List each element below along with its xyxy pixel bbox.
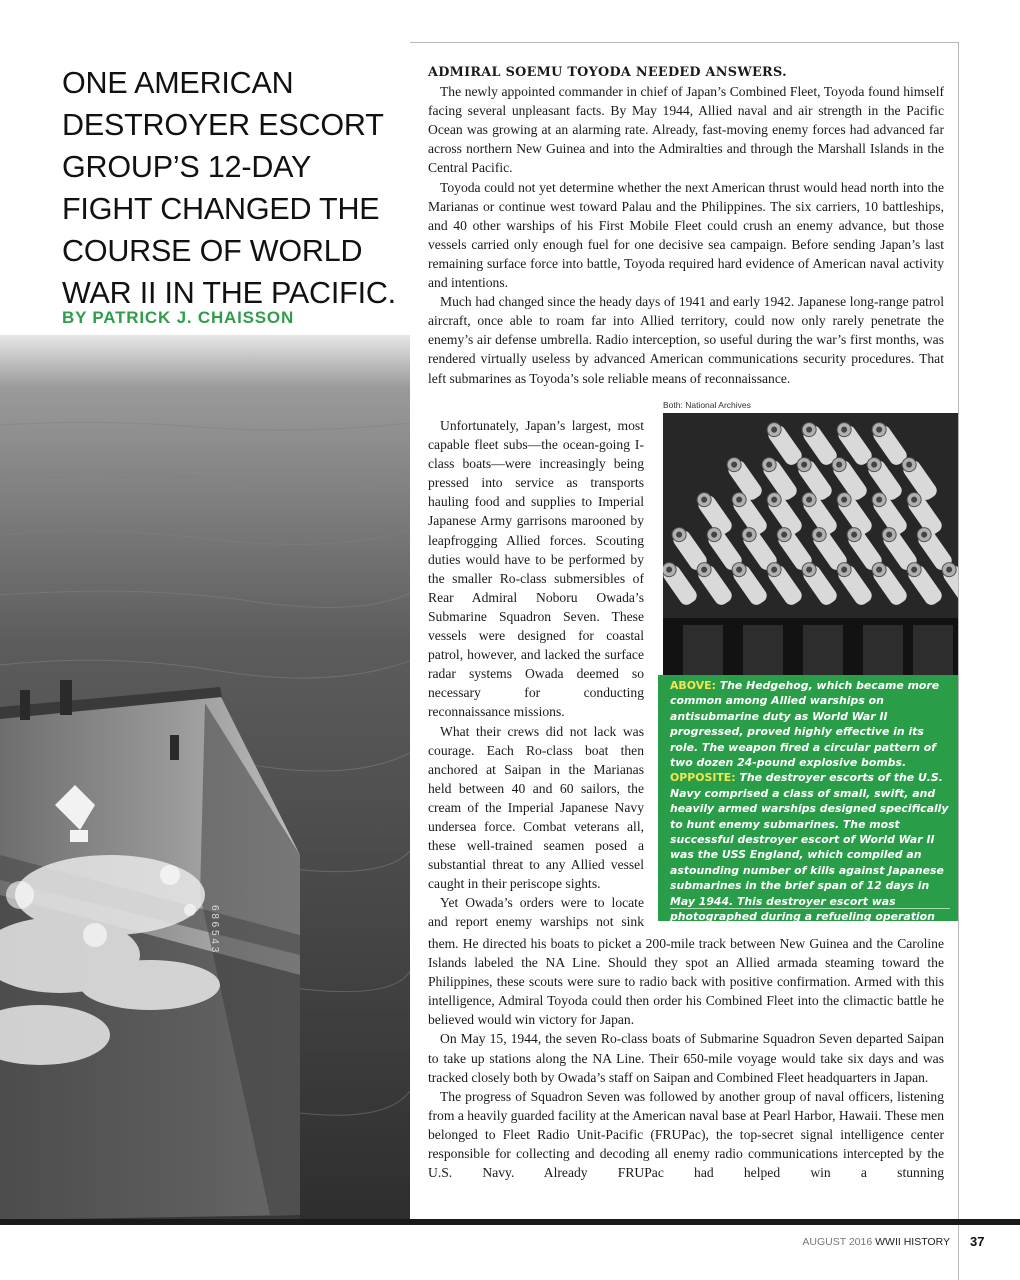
paragraph-1: The newly appointed commander in chief of Japan’s Combined Fleet, Toyoda found himself facing several unpleasant facts. By May 1944, Allied naval and air strength in the Pacific Ocean was growing at an alarming rate. Already, fast-moving enemy forces had advanced far across northern New Guinea and into the Admiralties and through the Marshall Islands in the Central Pacific.	[428, 84, 944, 176]
issue-date: AUGUST 2016	[802, 1236, 873, 1248]
caption-ship-name: England,	[749, 848, 804, 862]
right-rule	[958, 42, 959, 1280]
footer-rule	[0, 1219, 1020, 1225]
paragraph-8: The progress of Squadron Seven was followed by another group of naval officers, listening from a heavily guarded facility at the American naval base at Pearl Harbor, Hawaii. These men belonged to Fleet Radio Unit-Pacific (FRUPac), the top-secret signal intelligence center responsible for collecting and decoding all enemy radio communications intercepted by the U.S. Navy. Already FRUPac had helped win a stunning	[428, 1088, 944, 1181]
article-body-narrow	[428, 416, 644, 932]
paragraph-3: Much had changed since the heady days of 1941 and early 1942. Japanese long-range patrol aircraft, once able to roam far into Allied territory, could now only rarely penetrate the enemy’s air defense umbrella. Radio interception, so useful during the war’s first months, was rendered virtually useless by advanced American communications security procedures. That left submarines as Toyoda’s sole reliable means of reconnaissance.	[428, 294, 944, 386]
paragraph-6b: them. He directed his boats to picket a 200-mile track between New Guinea and the Caroline Islands labeled the NA Line. Should they spot an Allied armada steaming toward the Philippines, these scouts were sure to radio back with positive confirmation. Armed with this intelligence, Admiral Toyoda could then order his Combined Fleet into the climactic battle he believed would win victory for Japan.	[428, 936, 944, 1028]
paragraph-6a: Yet Owada’s orders were to locate and report enemy warships not sink	[428, 895, 644, 930]
folio	[802, 1236, 950, 1248]
caption-above-label: ABOVE:	[670, 679, 716, 692]
hedgehog-photo	[663, 413, 958, 675]
byline: BY PATRICK J. CHAISSON	[62, 308, 295, 327]
paragraph-7: On May 15, 1944, the seven Ro-class boats of Submarine Squadron Seven departed Saipan to take up stations along the NA Line. Their 650-mile voyage would take six days and was tracked closely both by Owada’s staff on Saipan and Combined Fleet headquarters in Japan.	[428, 1031, 944, 1085]
lead-in: ADMIRAL SOEMU TOYODA NEEDED ANSWERS.	[428, 65, 787, 80]
paragraph-4: Unfortunately, Japan’s largest, most capable fleet subs—the ocean-going I-class boats—were increasingly being pressed into service as transports hauling food and supplies to Imperial Japanese Army garrisons marooned by leapfrogging Allied forces. Scouting duties would have to be performed by the smaller Ro-class submersibles of Rear Admiral Noboru Owada’s Submarine Squadron Seven. These vessels were designed for coastal patrol, however, and lacked the surface radar systems Owada deemed so necessary for conducting reconnaissance missions.	[428, 418, 644, 720]
article-headline: ONE AMERICAN DESTROYER ESCORT GROUP’S 12-DAY FIGHT CHANGED THE COURSE OF WORLD WAR II IN THE PACIFIC.	[62, 66, 396, 310]
hull-number: 6 8 6 5 4 3	[209, 905, 220, 953]
caption-opposite-text-2: which compiled an astounding number of kills against Japanese submarines in the brief span of 12 days in May 1944. This destroyer escort was photographed during a refueling operation in August 1944.	[670, 848, 944, 939]
magazine-name: WWII HISTORY	[875, 1236, 950, 1248]
caption-opposite-text-1: The destroyer escorts of the U.S. Navy comprised a class of small, swift, and heavily armed warships designed specifically to hunt enemy submarines. The most successful destroyer escort of World War II was the USS	[670, 771, 949, 862]
photo-caption	[658, 675, 958, 939]
caption-rule	[670, 908, 950, 909]
destroyer-escort-photo	[0, 335, 410, 1220]
article-body-bottom	[428, 934, 944, 1182]
caption-above-text: The Hedgehog, which became more common among Allied warships on antisubmarine duty as World War II progressed, proved highly effective in its role. The weapon fired a circular pattern of two dozen 24-pound explosive bombs.	[670, 679, 940, 770]
caption-opposite-label: OPPOSITE:	[670, 771, 736, 785]
paragraph-2: Toyoda could not yet determine whether the next American thrust would head north into the Marianas or continue west toward Palau and the Philippines. The six carriers, 10 battleships, and 40 other warships of his First Mobile Fleet could crush an enemy advance, but those vessels carried only enough fuel for one decisive sea campaign. Before sending Japan’s last remaining surface force into battle, Toyoda required hard evidence of American naval activity and intentions.	[428, 179, 944, 291]
paragraph-5: What their crews did not lack was courage. Each Ro-class boat then anchored at Saipan in the Marianas held between 40 and 60 sailors, the cream of the Imperial Japanese Navy undersea force. Combat veterans all, these well-trained seamen posed a substantial threat to any Allied vessel caught in their periscope sights.	[428, 723, 644, 892]
page-number: 37	[970, 1234, 985, 1249]
article-body-top	[428, 63, 944, 388]
top-rule	[410, 42, 959, 43]
photo-credit: Both: National Archives	[663, 400, 751, 410]
